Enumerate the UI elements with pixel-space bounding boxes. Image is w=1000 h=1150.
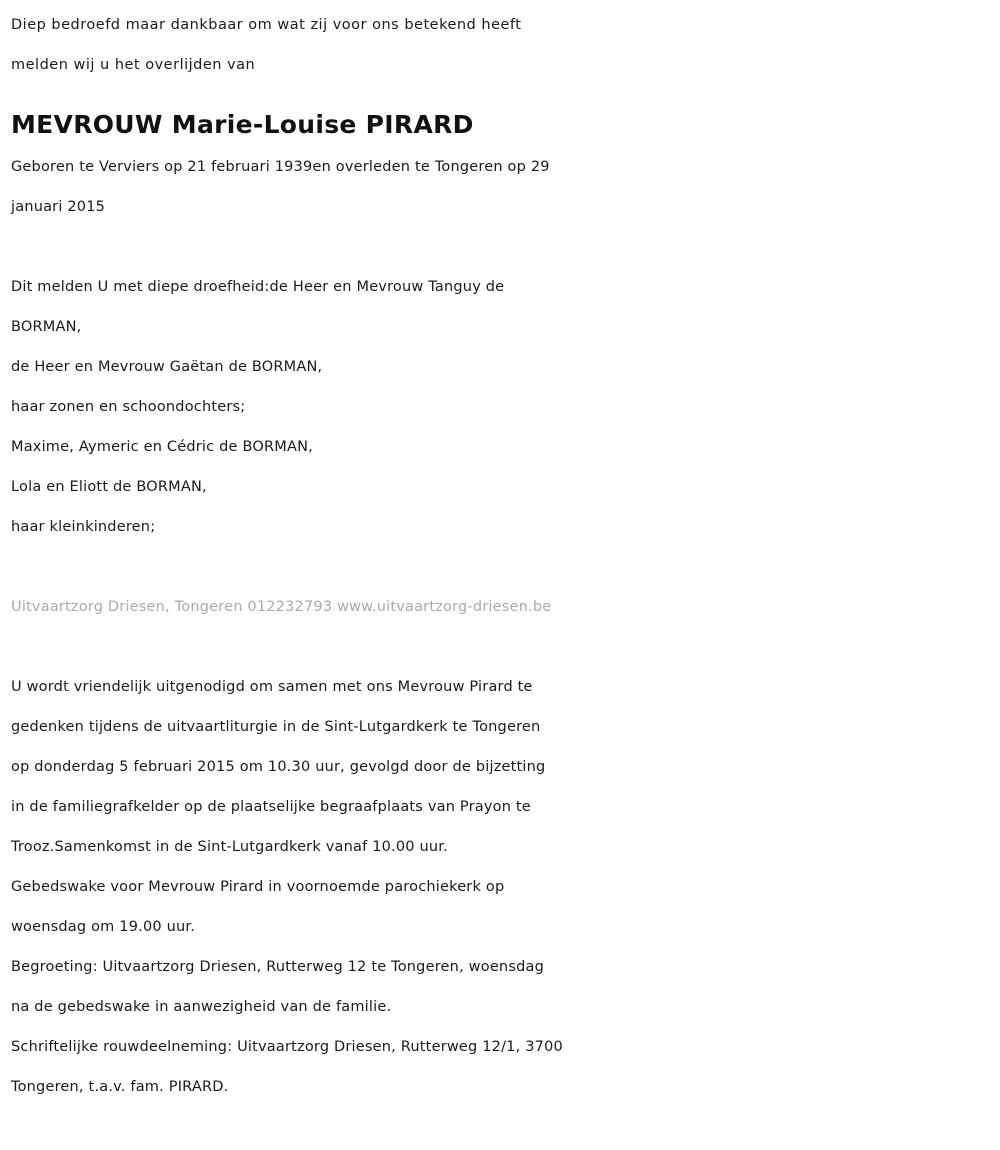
invitation-line: Gebedswake voor Mevrouw Pirard in voornoemde parochiekerk op: [11, 879, 505, 895]
intro-line: melden wij u het overlijden van: [11, 57, 256, 73]
mourners-block: [11, 267, 1000, 547]
intro-block: [11, 5, 1000, 85]
invitation-line: Begroeting: Uitvaartzorg Driesen, Rutterweg 12 te Tongeren, woensdag: [11, 959, 544, 975]
mourners-line: Lola en Eliott de BORMAN,: [11, 479, 207, 495]
invitation-line: gedenken tijdens de uitvaartliturgie in de Sint-Lutgardkerk te Tongeren: [11, 719, 541, 735]
birth-death-line: Geboren te Verviers op 21 februari 1939en overleden te Tongeren op 29: [11, 159, 550, 175]
invitation-line: na de gebedswake in aanwezigheid van de familie.: [11, 999, 392, 1015]
mourners-line: BORMAN,: [11, 319, 82, 335]
mourners-line: haar zonen en schoondochters;: [11, 399, 246, 415]
intro-line: Diep bedroefd maar dankbaar om wat zij voor ons betekend heeft: [11, 17, 522, 33]
spacer: [11, 627, 1000, 667]
invitation-line: Tongeren, t.a.v. fam. PIRARD.: [11, 1079, 229, 1095]
mourners-line: Maxime, Aymeric en Cédric de BORMAN,: [11, 439, 313, 455]
mourners-line: haar kleinkinderen;: [11, 519, 156, 535]
invitation-line: U wordt vriendelijk uitgenodigd om samen met ons Mevrouw Pirard te: [11, 679, 533, 695]
invitation-line: op donderdag 5 februari 2015 om 10.30 uur, gevolgd door de bijzetting: [11, 759, 546, 775]
invitation-block: [11, 667, 1000, 1107]
birth-death-line: januari 2015: [11, 199, 106, 215]
invitation-line: Trooz.Samenkomst in de Sint-Lutgardkerk vanaf 10.00 uur.: [11, 839, 448, 855]
invitation-line: Schriftelijke rouwdeelneming: Uitvaartzorg Driesen, Rutterweg 12/1, 3700: [11, 1039, 563, 1055]
invitation-line: woensdag om 19.00 uur.: [11, 919, 196, 935]
spacer: [11, 227, 1000, 267]
birth-death-block: [11, 147, 1000, 227]
spacer: [11, 547, 1000, 587]
invitation-line: in de familiegrafkelder op de plaatselijke begraafplaats van Prayon te: [11, 799, 531, 815]
funeral-home-info: Uitvaartzorg Driesen, Tongeren 012232793 www.uitvaartzorg-driesen.be: [11, 599, 552, 615]
deceased-name: MEVROUW Marie-Louise PIRARD: [11, 110, 474, 139]
mourners-line: Dit melden U met diepe droefheid:de Heer en Mevrouw Tanguy de: [11, 279, 505, 295]
mourners-line: de Heer en Mevrouw Gaëtan de BORMAN,: [11, 359, 323, 375]
